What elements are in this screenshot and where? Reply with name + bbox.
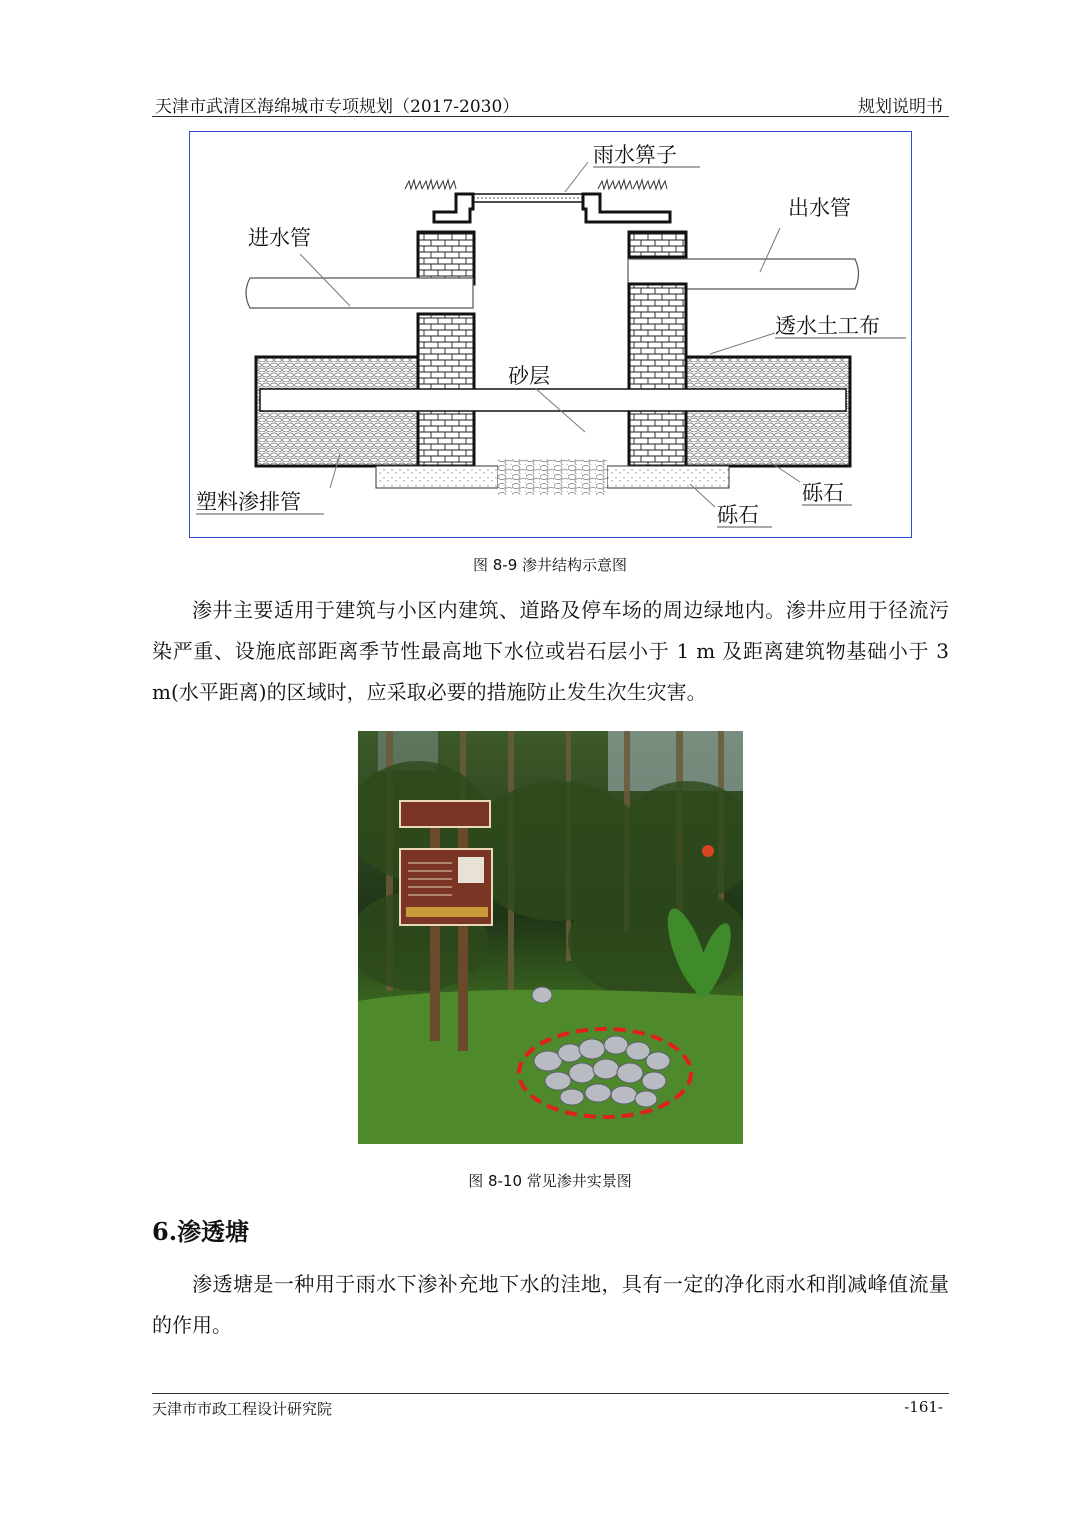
photo-svg <box>358 731 743 1144</box>
header-title: 天津市武清区海绵城市专项规划（2017-2030） <box>155 97 520 117</box>
figure-caption-8-10: 图 8-10 常见渗井实景图 <box>468 1172 632 1190</box>
upper-wall-right <box>629 232 686 257</box>
sand-pad-left <box>376 466 498 488</box>
label-sand-layer: 砂层 <box>508 364 550 388</box>
seepage-well-photo <box>358 731 743 1144</box>
section-heading: 6.渗透塘 <box>152 1217 250 1246</box>
sand-pad-right <box>607 466 729 488</box>
label-inlet-pipe: 进水管 <box>248 226 311 250</box>
footer-rule <box>152 1393 949 1394</box>
paragraph-infiltration-pond: 渗透塘是一种用于雨水下渗补充地下水的洼地，具有一定的净化雨水和削减峰值流量的作用。 <box>152 1272 949 1337</box>
label-gravel-bottom: 砾石 <box>717 503 759 527</box>
footer-org: 天津市市政工程设计研究院 <box>152 1400 333 1418</box>
wall-right <box>629 284 686 466</box>
seepage-well-diagram <box>189 131 912 538</box>
inlet-pipe <box>246 278 473 308</box>
cobble-bottom <box>498 459 607 495</box>
label-geotextile: 透水土工布 <box>775 314 880 338</box>
header-doc-type: 规划说明书 <box>858 97 943 117</box>
label-plastic-pipe: 塑料渗排管 <box>196 490 301 514</box>
upper-wall-left <box>418 232 474 284</box>
header-rule <box>152 116 949 117</box>
paragraph-seepage-well: 渗井主要适用于建筑与小区内建筑、道路及停车场的周边绿地内。渗井应用于径流污染严重、设施底部距离季节性最高地下水位或岩石层小于 1 m 及距离建筑物基础小于 3 m(水平距离)的区域时，应采取必要的措施防止发生次生灾害。 <box>152 598 949 704</box>
page-number: -161- <box>904 1398 943 1416</box>
diagram-svg <box>190 132 911 537</box>
label-outlet-pipe: 出水管 <box>788 196 851 220</box>
label-gravel-right: 砾石 <box>802 481 844 505</box>
figure-caption-8-9: 图 8-9 渗井结构示意图 <box>472 556 628 574</box>
grass-left <box>405 180 456 189</box>
plastic-drain-pipe <box>260 389 846 411</box>
label-grate: 雨水箅子 <box>593 143 677 167</box>
grass-right <box>598 180 667 189</box>
